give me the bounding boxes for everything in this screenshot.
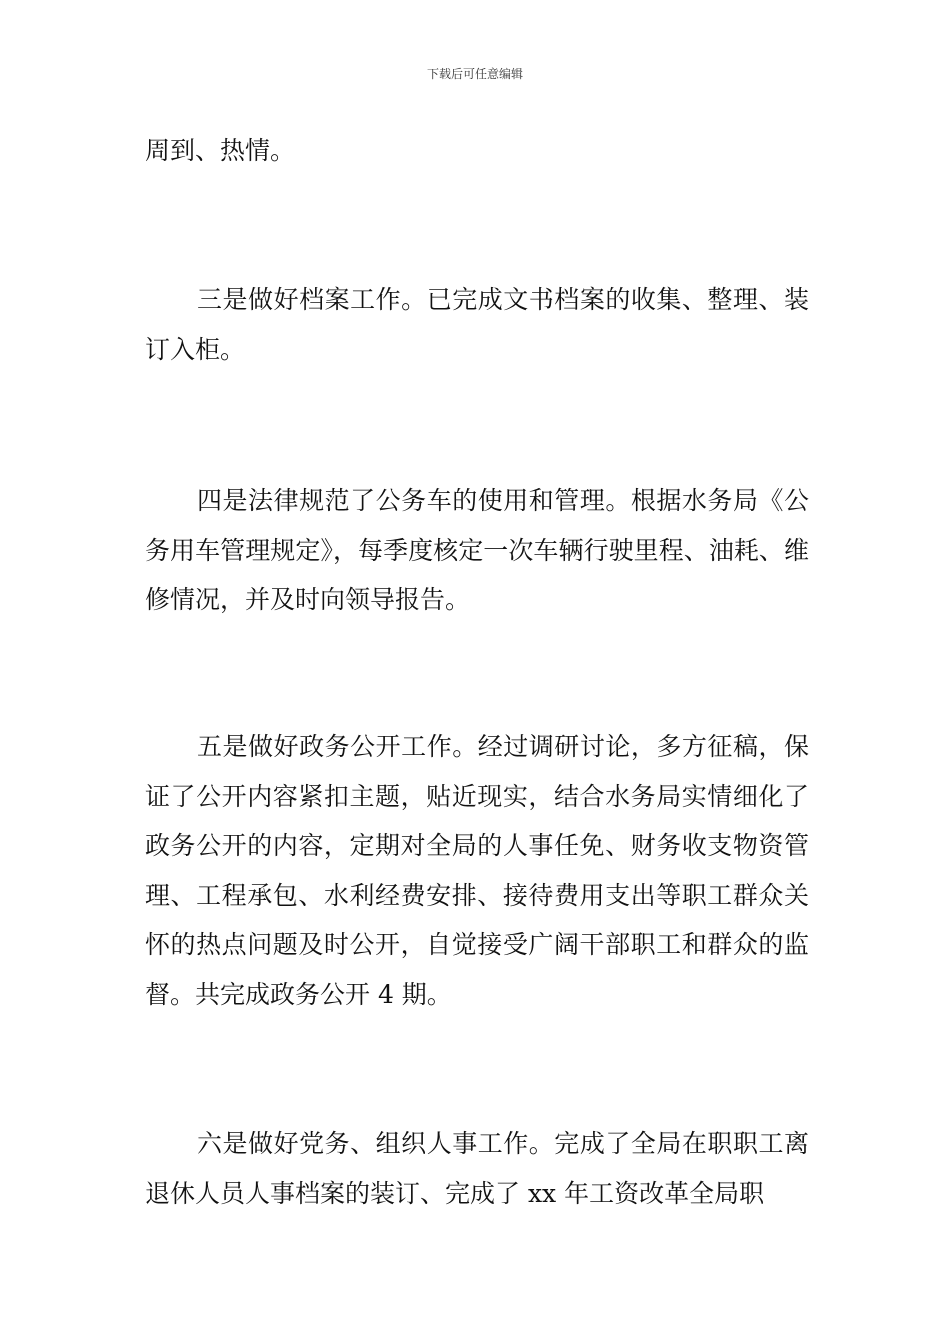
paragraph-government-affairs-disclosure: 五是做好政务公开工作。经过调研讨论，多方征稿，保证了公开内容紧扣主题，贴近现实，结合水务局实情细化了政务公开的内容，定期对全局的人事任免、财务收支物资管理、工程承包、水利经费安排、接待费用支出等职工群众关怀的热点问题及时公开，自觉接受广阔干部职工和群众的监督。共完成政务公开 4 期。 <box>145 732 809 1009</box>
page-header: 下载后可任意编辑 <box>426 67 523 81</box>
paragraph-party-personnel-work: 六是做好党务、组织人事工作。完成了全局在职职工离退休人员人事档案的装订、完成了 xx 年工资改革全局职 <box>145 1129 809 1208</box>
paragraph-continuation: 周到、热情。 <box>145 136 296 165</box>
paragraph-archives-work: 三是做好档案工作。已完成文书档案的收集、整理、装订入柜。 <box>145 285 809 364</box>
paragraph-vehicle-management: 四是法律规范了公务车的使用和管理。根据水务局《公务用车管理规定》，每季度核定一次车辆行驶里程、油耗、维修情况，并及时向领导报告。 <box>145 486 809 614</box>
